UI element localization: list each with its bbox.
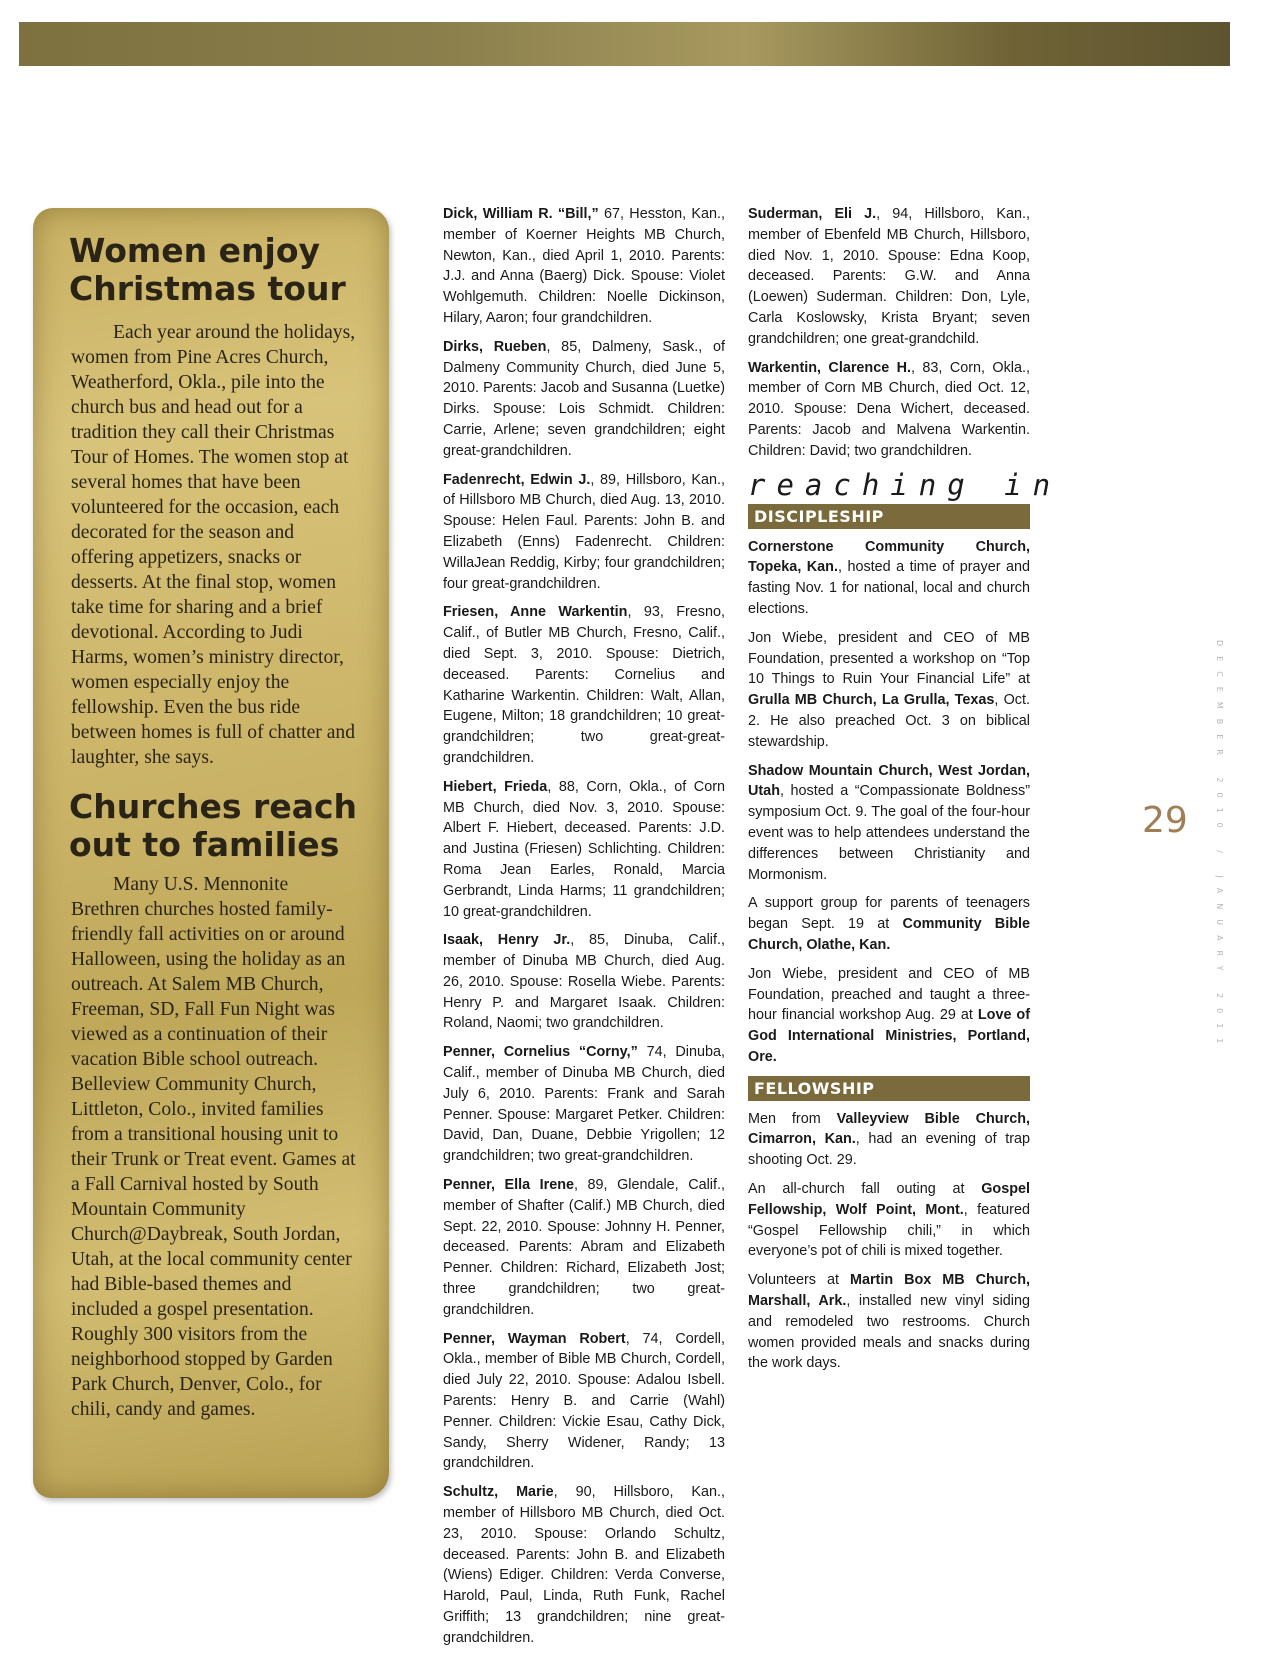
obituaries-column-2	[748, 204, 1062, 1382]
discipleship-item	[748, 761, 1030, 886]
obituary-name: Dick, William R. “Bill,”	[443, 206, 599, 222]
church-name: Shadow Mountain Church, West Jordan, Utah	[748, 762, 1030, 800]
obituary-entry	[748, 204, 1030, 350]
story1-body: Each year around the holidays, women from Pine Acres Church, Weatherford, Okla., pile into the church bus and head out for a tradition they call their Christmas Tour of Homes. The women stop at several homes that have been volunteered for the occasion, each decorated for the season and offering appetizers, snacks or desserts. At the final stop, women take time for sharing and a brief devotional. According to Judi Harms, women’s ministry director, women especially enjoy the fellowship. Even the bus ride between homes is full of chatter and laughter, she says.	[71, 322, 356, 768]
obituary-entry	[443, 1482, 725, 1648]
item-text: , hosted a “Compassionate Boldness” symposium Oct. 9. The goal of the four-hour event was to help attendees understand the differences between Christianity and Mormonism.	[748, 783, 1030, 883]
church-name: Love of God International Ministries, Portland, Ore.	[748, 1007, 1031, 1065]
item-text: Men from	[748, 1110, 837, 1127]
church-name: Valleyview Bible Church, Cimarron, Kan.	[748, 1110, 1030, 1148]
obituary-entry	[443, 1329, 725, 1475]
obituary-entry	[443, 1042, 725, 1167]
obituary-entry	[443, 337, 725, 462]
obituary-name: Penner, Ella Irene	[443, 1177, 575, 1194]
obituary-text: , 93, Fresno, Calif., of Butler MB Church, Fresno, Calif., died Sept. 3, 2010. Spouse: Dietrich, deceased. Parents: Cornelius and Katharine Warkentin. Children: Walt, Allan, Eugene, Milton; 18 grandchildren; 10 great-grandchildren; two great-great-grandchildren.	[443, 604, 725, 766]
obituary-entry	[443, 204, 725, 329]
church-name: Cornerstone Community Church, Topeka, Kan.	[748, 538, 1030, 576]
obituary-name: Dirks, Rueben	[443, 338, 547, 355]
obituary-text: , 89, Hillsboro, Kan., of Hillsboro MB Church, died Aug. 13, 2010. Spouse: Helen Faul. Parents: John B. and Elizabeth (Enns) Fadenrecht. Children: WillaJean Reddig, Kirby; four grandchildren; four great-grandchildren.	[443, 471, 725, 592]
item-text: , installed new vinyl siding and remodeled two restrooms. Church women provided meals and snacks during the work days.	[748, 1293, 1030, 1372]
obituary-text: , 83, Corn, Okla., member of Corn MB Church, died Oct. 12, 2010. Spouse: Dena Wichert, deceased. Parents: Jacob and Malvena Warkentin. Children: David; two grandchildren.	[748, 359, 1030, 459]
obituary-entry	[748, 358, 1030, 462]
discipleship-item	[748, 964, 1030, 1068]
fellowship-item	[748, 1179, 1030, 1262]
obituary-text: , 88, Corn, Okla., of Corn MB Church, died Nov. 3, 2010. Spouse: Albert F. Hiebert, deceased. Parents: J.D. and Justina (Friesen) Schlichting. Children: Roma Jean Earles, Ronald, Marcia Gerbrandt, Linda Harms; 11 grandchildren; 10 great-grandchildren.	[443, 778, 725, 920]
obituary-text: , 94, Hillsboro, Kan., member of Ebenfeld MB Church, Hillsboro, died Nov. 1, 2010. Spouse: Edna Koop, deceased. Parents: G.W. and Anna (Loewen) Suderman. Children: Don, Lyle, Carla Koslowsky, Krista Bryant; seven grandchildren; one great-grandchild.	[748, 206, 1030, 347]
fellowship-item	[748, 1270, 1030, 1374]
discipleship-item	[748, 893, 1030, 955]
item-text: Volunteers at	[748, 1272, 850, 1289]
item-text: An all-church fall outing at	[748, 1181, 982, 1198]
obituary-entry	[443, 602, 725, 768]
story1-title	[69, 232, 346, 308]
story2-title-line2: out to families	[69, 825, 340, 864]
obituary-text: , 85, Dinuba, Calif., member of Dinuba MB Church, died Aug. 26, 2010. Spouse: Rosella Wiebe. Parents: Henry P. and Margaret Isaak. Children: Roland, Naomi; two grandchildren.	[443, 932, 726, 1032]
obituary-name: Penner, Cornelius “Corny,”	[443, 1044, 638, 1061]
page-number: 29	[1142, 800, 1188, 841]
story1-title-line2: Christmas tour	[69, 269, 346, 308]
item-text: Jon Wiebe, president and CEO of MB Foundation, presented a workshop on “Top 10 Things to Ruin Your Financial Life” at	[748, 629, 1030, 688]
obituary-name: Friesen, Anne Warkentin	[443, 604, 628, 621]
obituary-text: 74, Dinuba, Calif., member of Dinuba MB Church, died July 6, 2010. Parents: Frank and Sarah Penner. Spouse: Margaret Petker. Children: David, Dan, Duane, Debbie Yrigollen; 12 grandchildren; two great-grandchildren.	[443, 1044, 725, 1165]
item-text: , featured “Gospel Fellowship chili,” in which everyone’s pot of chili is mixed together.	[748, 1201, 1030, 1260]
church-name: Gospel Fellowship, Wolf Point, Mont.	[748, 1181, 1030, 1218]
obituary-text: , 90, Hillsboro, Kan., member of Hillsboro MB Church, died Oct. 23, 2010. Spouse: Orlando Schultz, deceased. Parents: John B. and Elizabeth (Wiens) Ediger. Children: Verda Converse, Harold, Paul, Linda, Ruth Funk, Rachel Griffith; 13 grandchildren; nine great-grandchildren.	[443, 1484, 725, 1646]
item-text: Jon Wiebe, president and CEO of MB Foundation, preached and taught a three-hour financial workshop Aug. 29 at	[748, 965, 1030, 1024]
obituary-entry	[443, 470, 725, 595]
obituary-text: , 85, Dalmeny, Sask., of Dalmeny Community Church, died June 5, 2010. Parents: Jacob and Susanna (Luetke) Dirks. Spouse: Lois Schmidt. Children: Carrie, Arlene; seven grandchildren; eight great-grandchildren.	[443, 338, 726, 459]
reaching-in-heading: reaching in	[748, 467, 1062, 502]
story2-title	[69, 788, 357, 864]
obituary-text: 67, Hesston, Kan., member of Koerner Heights MB Church, Newton, Kan., died April 1, 2010. Parents: J.J. and Anna (Baerg) Dick. Spouse: Violet Wohlgemuth. Children: Noelle Dickinson, Hilary, Aaron; four grandchildren.	[443, 206, 725, 326]
fellowship-section-header: FELLOWSHIP	[748, 1076, 1030, 1101]
obituary-name: Isaak, Henry Jr.	[443, 932, 571, 949]
obituary-text: , 74, Cordell, Okla., member of Bible MB Church, Cordell, died July 22, 2010. Spouse: Adalou Isbell. Parents: Henry B. and Carrie (Wahl) Penner. Children: Vickie Esau, Cathy Dick, Sandy, Sherry Widener, Randy; 13 grandchildren.	[443, 1330, 725, 1472]
obituaries-column-1	[443, 204, 725, 1657]
obituary-text: , 89, Glendale, Calif., member of Shafter (Calif.) MB Church, died Sept. 22, 2010. Spouse: Johnny H. Penner, deceased. Parents: Abram and Elizabeth Penner. Children: Richard, Elizabeth Jost; three grandchildren; two great-grandchildren.	[443, 1177, 725, 1318]
obituary-name: Hiebert, Frieda	[443, 778, 548, 795]
item-text: , hosted a time of prayer and fasting Nov. 1 for national, local and church elections.	[748, 559, 1030, 617]
obituary-entry	[443, 777, 725, 923]
obituary-name: Fadenrecht, Edwin J.	[443, 471, 591, 488]
obituary-name: Suderman, Eli J.	[748, 206, 877, 222]
obituary-name: Schultz, Marie	[443, 1484, 554, 1501]
header-bar	[19, 22, 1230, 66]
fellowship-item	[748, 1109, 1030, 1171]
discipleship-section-header: DISCIPLESHIP	[748, 504, 1030, 529]
discipleship-item	[748, 628, 1030, 753]
story2-body: Many U.S. Mennonite Brethren churches hosted family-friendly fall activities on or around Halloween, using the holiday as an outreach. At Salem MB Church, Freeman, SD, Fall Fun Night was viewed as a continuation of their vacation Bible school outreach. Belleview Community Church, Littleton, Colo., invited families from a transitional housing unit to their Trunk or Treat event. Games at a Fall Carnival hosted by South Mountain Community Church@Daybreak, South Jordan, Utah, at the local community center had Bible-based themes and included a gospel presentation. Roughly 300 visitors from the neighborhood stopped by Garden Park Church, Denver, Colo., for chili, candy and games.	[71, 874, 356, 1420]
item-text: , had an evening of trap shooting Oct. 29.	[748, 1131, 1031, 1169]
item-text: , Oct. 2. He also preached Oct. 3 on biblical stewardship.	[748, 692, 1030, 750]
obituary-entry	[443, 930, 725, 1034]
sidebar-panel	[33, 208, 389, 1498]
church-name: Grulla MB Church, La Grulla, Texas	[748, 692, 995, 709]
item-text: A support group for parents of teenagers began Sept. 19 at	[748, 895, 1030, 933]
church-name: Martin Box MB Church, Marshall, Ark.	[748, 1272, 1030, 1310]
story2-title-line1: Churches reach	[69, 787, 358, 826]
obituary-entry	[443, 1175, 725, 1321]
church-name: Community Bible Church, Olathe, Kan.	[748, 916, 1030, 953]
discipleship-item	[748, 537, 1030, 620]
obituary-name: Warkentin, Clarence H.	[748, 359, 912, 376]
obituary-name: Penner, Wayman Robert	[443, 1330, 626, 1347]
issue-date: DECEMBER 2010 / JANUARY 2011	[1215, 640, 1224, 1054]
story1-title-line1: Women enjoy	[69, 231, 321, 270]
